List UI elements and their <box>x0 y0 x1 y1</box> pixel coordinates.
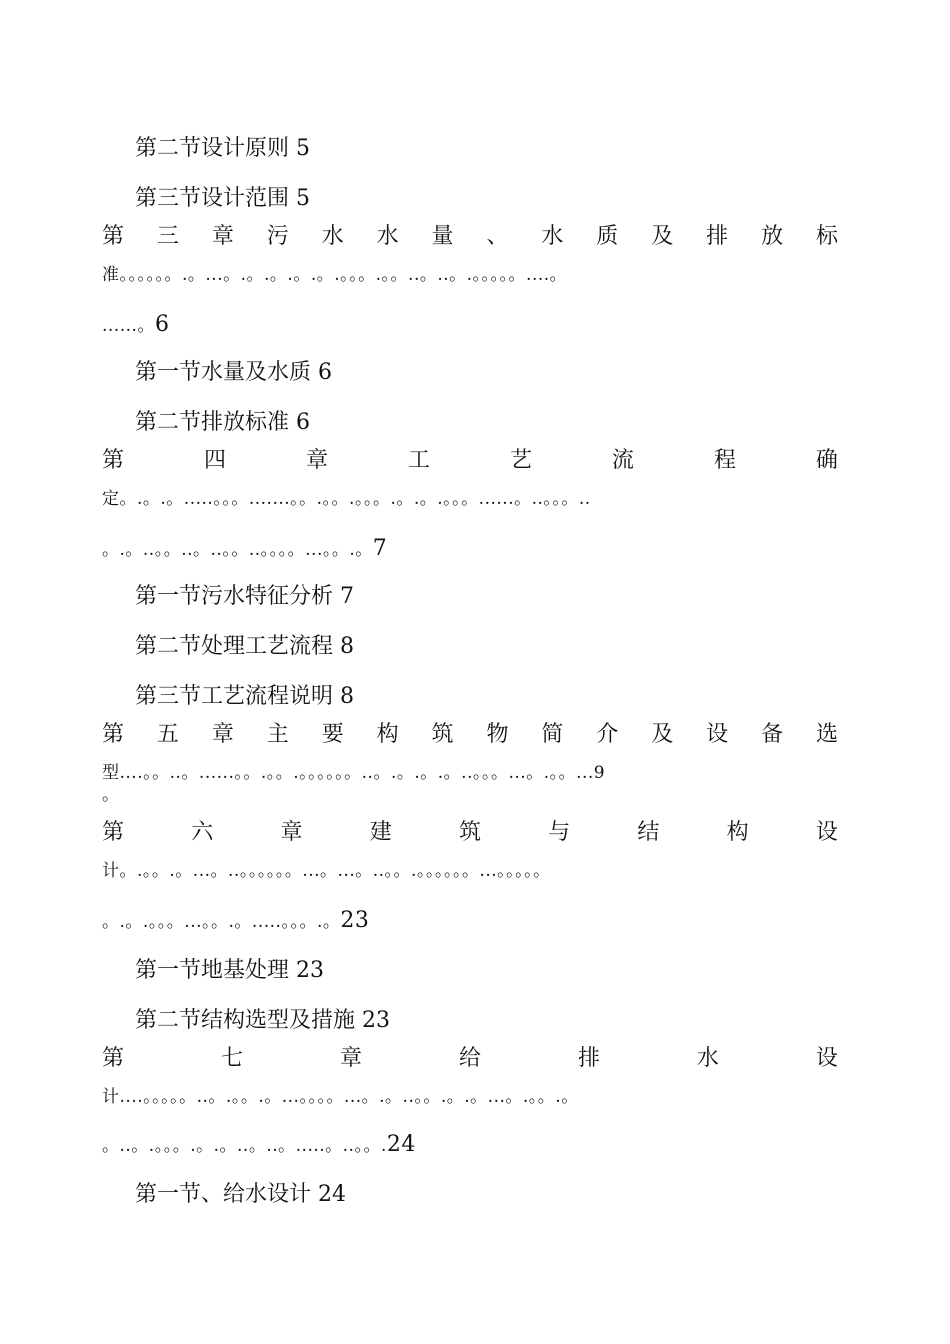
page-number: 7 <box>372 536 388 561</box>
chapter-title-char: 放 <box>761 224 784 249</box>
chapter-title-char: 污 <box>266 224 289 249</box>
chapter-title-char: 水 <box>541 224 564 249</box>
chapter-title-char: 六 <box>191 820 214 845</box>
chapter-title-char: 结 <box>637 820 660 845</box>
toc-entry-section: 第二节排放标准 6 <box>135 410 310 435</box>
chapter-title-char: 艺 <box>509 448 532 473</box>
chapter-title-char: 工 <box>407 448 430 473</box>
chapter-title-char: 三 <box>156 224 179 249</box>
chapter-title-char: 五 <box>156 722 179 747</box>
chapter-title-char: 给 <box>458 1046 481 1071</box>
toc-entry-section: 第三节工艺流程说明 8 <box>135 684 354 709</box>
toc-chapter-3-leader: 准。。。。。。.。...。.。.。.。.。.。。。.。。..。..。.。。。。。....。 <box>102 265 568 285</box>
chapter-title-char: 排 <box>706 224 729 249</box>
chapter-title-char: 建 <box>369 820 392 845</box>
chapter-title-char: 介 <box>596 722 619 747</box>
chapter-title-char: 要 <box>321 722 344 747</box>
toc-chapter-3-leader-end: ......。6 <box>102 312 170 337</box>
chapter-title-char: 水 <box>696 1046 719 1071</box>
chapter-title-char: 水 <box>376 224 399 249</box>
chapter-title-char: 及 <box>651 722 674 747</box>
toc-chapter-4-leader: 定。.。.。.....。。。.......。。.。。.。。。.。.。.。。。......。..。。。.. <box>102 489 591 509</box>
chapter-title-char: 选 <box>815 722 838 747</box>
chapter-title-char: 标 <box>815 224 838 249</box>
toc-chapter-5-title <box>102 720 838 750</box>
toc-chapter-3-title <box>102 222 838 252</box>
chapter-title-char: 流 <box>611 448 634 473</box>
chapter-title-char: 第 <box>102 448 125 473</box>
chapter-title-char: 筑 <box>431 722 454 747</box>
chapter-title-char: 章 <box>211 722 234 747</box>
chapter-title-char: 第 <box>102 722 125 747</box>
chapter-title-char: 第 <box>102 224 125 249</box>
chapter-title-char: 设 <box>815 820 838 845</box>
chapter-title-char: 四 <box>203 448 226 473</box>
chapter-title-char: 七 <box>220 1046 243 1071</box>
chapter-title-char: 章 <box>339 1046 362 1071</box>
toc-entry-section: 第一节、给水设计 24 <box>135 1182 346 1207</box>
page-number: 6 <box>154 312 170 337</box>
chapter-title-char: 章 <box>211 224 234 249</box>
toc-entry-section: 第三节设计范围 5 <box>135 186 310 211</box>
toc-chapter-7-leader-end: 。..。.。。。.。.。..。..。.....。..。。.24 <box>102 1132 416 1157</box>
chapter-title-char: 水 <box>321 224 344 249</box>
toc-entry-section: 第二节处理工艺流程 8 <box>135 634 354 659</box>
toc-chapter-6-leader: 计。.。。.。...。..。。。。。。...。...。..。。.。。。。。。...。。。。。 <box>102 861 551 881</box>
page-number: 24 <box>386 1132 416 1157</box>
chapter-title-char: 程 <box>713 448 736 473</box>
chapter-title-char: 设 <box>706 722 729 747</box>
chapter-title-char: 简 <box>541 722 564 747</box>
chapter-title-char: 筑 <box>458 820 481 845</box>
chapter-title-char: 第 <box>102 1046 125 1071</box>
toc-chapter-7-leader: 计....。。。。。..。.。。.。...。。。。...。.。..。。.。.。...。.。。.。 <box>102 1087 579 1107</box>
chapter-title-char: 主 <box>266 722 289 747</box>
chapter-title-char: 第 <box>102 820 125 845</box>
toc-chapter-5-leader-end: 。 <box>102 785 120 805</box>
chapter-title-char: 构 <box>726 820 749 845</box>
chapter-title-char: 与 <box>548 820 571 845</box>
toc-chapter-6-title <box>102 818 838 848</box>
toc-chapter-4-leader-end: 。.。..。。..。..。。..。。。。...。。.。7 <box>102 536 388 561</box>
toc-entry-section: 第一节水量及水质 6 <box>135 360 332 385</box>
chapter-title-char: 章 <box>305 448 328 473</box>
chapter-title-char: 章 <box>280 820 303 845</box>
toc-chapter-6-leader-end: 。.。.。。。...。。.。.....。。。.。23 <box>102 908 370 933</box>
chapter-title-char: 构 <box>376 722 399 747</box>
chapter-title-char: 量 <box>431 224 454 249</box>
chapter-title-char: 备 <box>761 722 784 747</box>
toc-chapter-4-title <box>102 446 838 476</box>
chapter-title-char: 及 <box>651 224 674 249</box>
toc-entry-section: 第一节地基处理 23 <box>135 958 324 983</box>
page-number: 23 <box>340 908 370 933</box>
chapter-title-char: 排 <box>577 1046 600 1071</box>
toc-entry-section: 第二节设计原则 5 <box>135 136 310 161</box>
toc-chapter-5-leader: 型....。。..。......。。.。。.。。。。。。..。.。.。.。..。。。...。.。。...9 <box>102 763 606 783</box>
chapter-title-char: 物 <box>486 722 509 747</box>
chapter-title-char: 确 <box>815 448 838 473</box>
chapter-title-char: 设 <box>815 1046 838 1071</box>
toc-chapter-7-title <box>102 1044 838 1074</box>
toc-entry-section: 第二节结构选型及措施 23 <box>135 1008 390 1033</box>
chapter-title-char: 质 <box>596 224 619 249</box>
toc-entry-section: 第一节污水特征分析 7 <box>135 584 354 609</box>
chapter-title-char: 、 <box>486 224 509 249</box>
